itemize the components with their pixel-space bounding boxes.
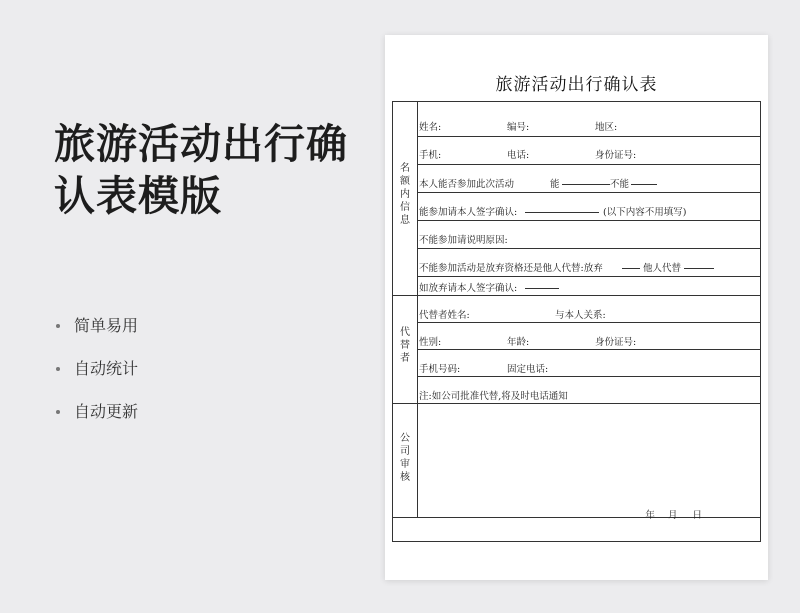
feature-label: 自动更新 (74, 402, 139, 421)
document-preview (385, 35, 768, 580)
section-divider (393, 295, 760, 296)
section-label-text: 名额内信息 (400, 163, 410, 226)
row-divider (417, 322, 760, 323)
row-divider (417, 192, 760, 193)
bullet-icon (56, 324, 60, 328)
page-title: 旅游活动出行确认表模版 (54, 120, 348, 220)
underline-sign (525, 204, 599, 216)
sub-name-label: 代替者姓名: (419, 310, 470, 321)
name-label: 姓名: (419, 122, 442, 133)
mobile-label: 手机号码: (419, 364, 461, 375)
row-divider (417, 220, 760, 221)
review-date (633, 507, 702, 521)
row-divider (417, 376, 760, 377)
row-divider (417, 276, 760, 277)
can-option: 能 (550, 179, 560, 190)
row-divider (417, 164, 760, 165)
section-divider (393, 403, 760, 404)
form-table (392, 101, 761, 542)
underline-give-up-sign (525, 280, 559, 292)
phone-label: 手机: (419, 150, 442, 161)
section-divider (393, 517, 760, 518)
no-fill-note: (以下内容不用填写) (603, 207, 687, 218)
feature-list (54, 312, 138, 441)
feature-item (54, 312, 138, 355)
relation-label: 与本人关系: (555, 310, 606, 321)
underline-substitute (684, 260, 714, 272)
feature-item (54, 355, 138, 398)
tel-label: 电话: (507, 150, 530, 161)
cannot-option: 不能 (610, 179, 630, 190)
section-label-company-review (393, 432, 417, 484)
form-title: 旅游活动出行确认表 (495, 75, 658, 95)
give-up-sign-label: 如放弃请本人签字确认: (419, 283, 518, 294)
area-label: 地区: (595, 122, 618, 133)
sign-confirm-label: 能参加请本人签字确认: (419, 207, 518, 218)
underline-can (562, 176, 610, 188)
row-divider (417, 349, 760, 350)
notice-text: 注:如公司批准代替,将及时电话通知 (419, 391, 568, 402)
feature-label: 简单易用 (74, 316, 139, 335)
section-label-name-info (393, 162, 417, 227)
id-card-label: 身份证号: (595, 150, 637, 161)
bullet-icon (56, 367, 60, 371)
number-label: 编号: (507, 122, 530, 133)
can-attend-question: 本人能否参加此次活动 (419, 179, 515, 190)
underline-give-up (622, 260, 640, 272)
sub-id-label: 身份证号: (595, 337, 637, 348)
age-label: 年龄: (507, 337, 530, 348)
other-substitute-option: 他人代替 (643, 263, 682, 274)
gender-label: 性别: (419, 337, 442, 348)
reason-label: 不能参加请说明原因: (419, 235, 508, 246)
section-label-text: 公司审核 (400, 433, 410, 483)
month-label: 月 (667, 510, 678, 521)
section-label-text: 代替者 (400, 327, 410, 364)
section-label-substitute (393, 326, 417, 365)
landline-label: 固定电话: (507, 364, 549, 375)
year-label: 年 (645, 510, 655, 521)
row-divider (417, 248, 760, 249)
give-up-question: 不能参加活动是放弃资格还是他人代替:放弃 (419, 263, 603, 274)
feature-label: 自动统计 (74, 359, 139, 378)
underline-cannot (631, 176, 657, 188)
bullet-icon (56, 410, 60, 414)
feature-item (54, 398, 138, 441)
row-divider (417, 136, 760, 137)
day-label: 日 (692, 510, 702, 521)
